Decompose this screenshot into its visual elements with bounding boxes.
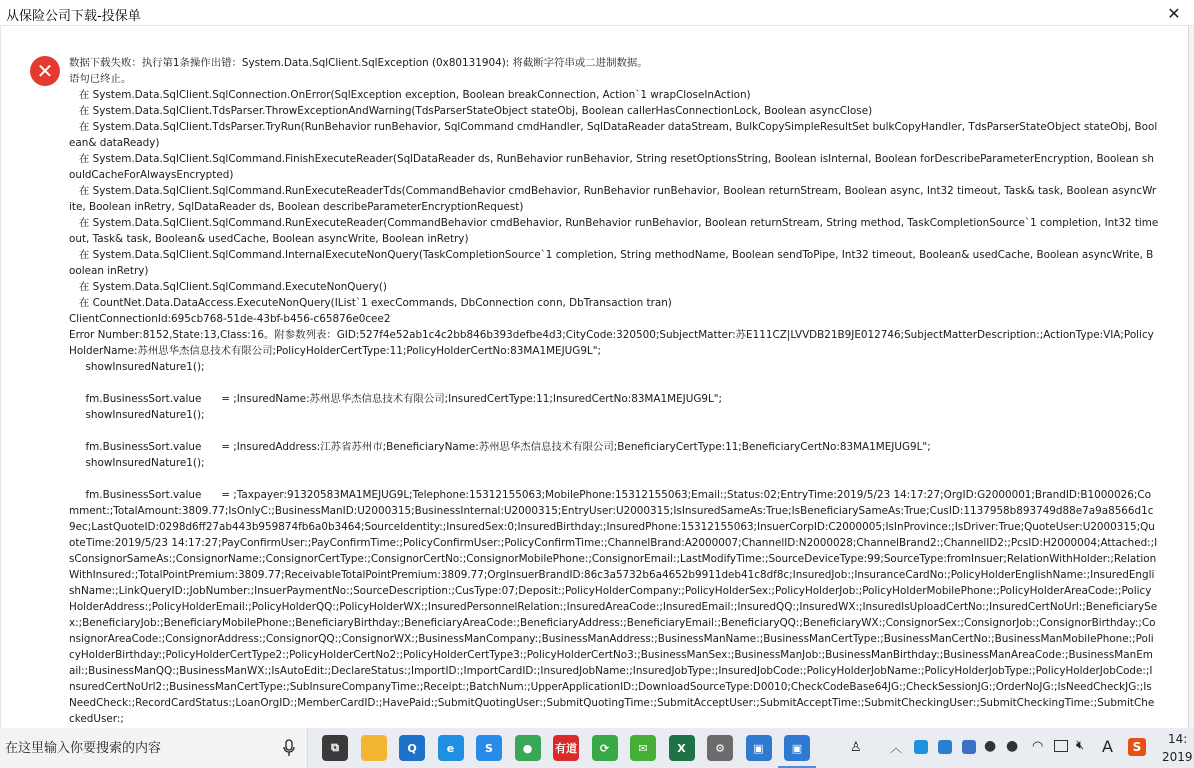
error-icon: ✕	[30, 56, 60, 86]
close-button[interactable]: ✕	[1167, 3, 1181, 23]
taskbar-search-box[interactable]	[0, 728, 308, 768]
window-title: 从保险公司下载-投保单	[6, 9, 141, 24]
background-window-edge	[1188, 26, 1194, 728]
file-explorer-icon[interactable]	[361, 735, 387, 761]
car-app-icon[interactable]: ▣	[746, 735, 772, 761]
error-message: 数据下载失败：执行第1条操作出错：System.Data.SqlClient.SqlException (0x80131904): 将截断字符串或二进制数据。 语句已终止。 在 System.Data.SqlClient.SqlConnection.OnError(SqlException exception, Boolean breakConnection, Action`1 wrapCloseInAction) 在 System.Data.SqlClient.TdsParser.ThrowExceptionAndWarning(TdsParserStateObject stateObj, Boolean callerHasConnectionLock, Boolean asyncClose) 在 System.Data.SqlClient.TdsParser.TryRun(RunBehavior runBehavior, SqlCommand cmdHandler, SqlDataReader dataStream, BulkCopySimpleResultSet bulkCopyHandler, TdsParserStateObject stateObj, Boolean& dataReady) 在 System.Data.SqlClient.SqlCommand.FinishExecuteReader(SqlDataReader ds, RunBehavior runBehavior, String resetOptionsString, Boolean isInternal, Boolean forDescribeParameterEncryption, Boolean shouldCacheForAlwaysEncrypted) 在 System.Data.SqlClient.SqlCommand.RunExecuteReaderTds(CommandBehavior cmdBehavior, RunBehavior runBehavior, Boolean returnStream, Boolean async, Int32 timeout, Task& task, Boolean asyncWrite, Boolean inRetry, SqlDataReader ds, Boolean describeParameterEncryptionRequest) 在 System.Data.SqlClient.SqlCommand.RunExecuteReader(CommandBehavior cmdBehavior, RunBehavior runBehavior, Boolean returnStream, String method, TaskCompletionSource`1 completion, Int32 timeout, Task& task, Boolean& usedCache, Boolean asyncWrite, Boolean inRetry) 在 System.Data.SqlClient.SqlCommand.InternalExecuteNonQuery(TaskCompletionSource`1 completion, String methodName, Boolean sendToPipe, Int32 timeout, Boolean& usedCache, Boolean asyncWrite, Boolean inRetry) 在 System.Data.SqlClient.SqlCommand.ExecuteNonQuery() 在 CountNet.Data.DataAccess.ExecuteNonQuery(IList`1 execCommands, DbConnection conn, DbTransaction tran) ClientConnectionId:695cb768-51de-43bf-b456-c65876e0cee2 Error Number:8152,State:13,Class:16。附参数列表：GID:527f4e52ab1c4c2bb846b393defbe4d3;CityCode:320500;SubjectMatter:苏E111CZ|LVVDB21B9JE012746;SubjectMatterDescription:;ActionType:VIA;PolicyHolderName:苏州思华杰信息技术有限公司;PolicyHolderCertType:11;PolicyHolderCertNo:83MA1MEJUG9L"; showInsuredNature1(); fm.BusinessSort.value = ;InsuredName:苏州思华杰信息技术有限公司;InsuredCertType:11;InsuredCertNo:83MA1MEJUG9L"; showInsuredNature1(); fm.BusinessSort.value = ;InsuredAddress:江苏省苏州市;BeneficiaryName:苏州思华杰信息技术有限公司;BeneficiaryCertType:11;BeneficiaryCertNo:83MA1MEJUG9L"; showInsuredNature1(); fm.BusinessSort.value = ;Taxpayer:91320583MA1MEJUG9L;Telephone:15312155063;MobilePhone:15312155063;Email:;Status:02;EntryTime:2019/5/23 14:17:27;OrgID:G2000001;BrandID:B1000026;Comment:;TotalAmount:3809.77;IsOnlyC:;BusinessManID:U2000315;BusinessInternal:U2000315;EntryUser:U2000315;IsInsuredSameAs:True;IsBeneficiarySameAs:True;CusID:1137958b893749d88e7a9a8566d1c9ec;LastQuoteID:0298d6ff27ab443b959874fb6a0b3464;SourceIdentity:;InsuredSex:0;InsuredBirthday:;InsuredPhone:15312155063;InsuerCorpID:C2000005;IsInProvince:;IsDriver:True;QuoteUser:U2000315;QuoteTime:2019/5/23 14:17:27;PayConfirmUser:;PayConfirmTime:;PolicyConfirmUser:;PolicyConfirmTime:;ChannelBrand:A2000007;ChannelID:N2000028;ChannelBrand2:;ChannelID2:;PcsID:H2000004;Attached:;IsConsignorSameAs:;ConsignorName:;ConsignorCertType:;ConsignorCertNo:;ConsignorMobilePhone:;ConsignorEmail:;LastModifyTime:;SourceDeviceType:99;SourceType:fromInsuer;RelationWithHolder:;RelationWithInsured:;TotalPointPremium:3809.77;ReceivableTotalPointPremium:3809.77;OrgInsuerBrandID:86c3a5732b6a4652b9911deb41c8df8c;InsuredJob:;InsuranceCardNo:;PolicyHolderEnglishName:;InsuredEnglishName:;LinkQueryID:;JobNumber:;InsuerPaymentNo:;SourceDescription:;CusType:07;Deposit:;PolicyHolderCompany:;PolicyHolderSex:;PolicyHolderJob:;PolicyHolderMobilePhone:;PolicyHolderAreaCode:;PolicyHolderAddress:;PolicyHolderEmail:;PolicyHolderQQ:;PolicyHolderWX:;InsuredPersonnelRelation:;InsuredAreaCode:;InsuredEmail:;InsuredQQ:;InsuredWX:;InsuredIsUploadCertNo:;InsuredCertNoUrl:;BeneficiarySex:;BeneficiaryJob:;BeneficiaryMobilePhone:;BeneficiaryBirthday:;BeneficiaryAreaCode:;BeneficiaryAddress:;BeneficiaryEmail:;BeneficiaryQQ:;BeneficiaryWX:;ConsignorSex:;ConsignorJob:;ConsignorBirthday:;ConsignorAreaCode:;ConsignorAddress:;ConsignorQQ:;ConsignorWX:;BusinessManCompany:;BusinessManAddress:;BusinessManName:;BusinessManCertType:;BusinessManCertNo:;BusinessManMobilePhone:;PolicyHolderBirthday:;PolicyHolderCertType2:;PolicyHolderCertNo2:;PolicyHolderCertType3:;PolicyHolderCertNo3:;BusinessManSex:;BusinessManJob:;BusinessManBirthday:;BusinessManAreaCode:;BusinessManEmail:;BusinessManQQ:;BusinessManWX:;IsAutoEdit:;DeclareStatus:;ImportID:;ImportCardID:;InsuredJobName:;InsuredJobType:;InsuredJobCode:;PolicyHolderJobName:;PolicyHolderJobType:;PolicyHolderJobCode:;InsuredCertNoUrl2:;BusinessManCertType:;SubInsureCompanyTime:;Receipt:;BatchNum:;UpperApplicationID:;DownloadSourceType:D0010;CheckCodeBase64JG:;CheckSessionJG:;OrderNoJG:;IsNeedCheckJG:;IsNeedCheck:;RecordCardStatus:;LoanOrgID:;MemberCardID:;HavePaid:;SubmitQuotingUser:;SubmitQuotingTime:;SubmitAcceptUser:;SubmitAcceptTime:;SubmitCheckingUser:;SubmitCheckingTime:;SubmitCheckedUser:;	[69, 57, 1159, 725]
task-view-icon[interactable]: ⧉	[322, 735, 348, 761]
wechat-tray-icon-2[interactable]: ●	[1006, 738, 1019, 754]
youdao-icon[interactable]: 有道	[553, 735, 579, 761]
tray-app-icon-2[interactable]	[938, 740, 952, 754]
taskbar	[0, 728, 1194, 768]
clock-time: 14:	[1168, 732, 1188, 746]
error-dialog-body	[0, 26, 1194, 728]
sogou-ime-icon[interactable]: S	[1128, 738, 1146, 756]
people-icon[interactable]: ♙	[850, 740, 862, 755]
microphone-icon[interactable]	[283, 739, 295, 757]
taskbar-clock[interactable]	[1158, 728, 1194, 768]
window-title-bar	[0, 0, 1194, 26]
chrome-icon[interactable]: ●	[515, 735, 541, 761]
volume-muted-icon[interactable]: 🔇︎	[1076, 738, 1085, 753]
tray-app-icon-3[interactable]	[962, 740, 976, 754]
gear-app-icon[interactable]: ⚙	[707, 735, 733, 761]
wechat-tray-icon[interactable]: ●	[984, 738, 997, 754]
wifi-icon[interactable]: ◠	[1032, 739, 1044, 754]
ie-icon[interactable]: e	[438, 735, 464, 761]
ime-indicator[interactable]: A	[1102, 737, 1113, 756]
refresh-app-icon[interactable]: ⟳	[592, 735, 618, 761]
battery-icon[interactable]	[1054, 740, 1068, 752]
car-app-2-icon[interactable]: ▣	[784, 735, 810, 761]
browser-360-icon[interactable]: Q	[399, 735, 425, 761]
tray-app-icon-1[interactable]	[914, 740, 928, 754]
clock-date: 2019	[1162, 750, 1193, 764]
excel-icon[interactable]: X	[669, 735, 695, 761]
wechat-icon[interactable]: ✉	[630, 735, 656, 761]
chevron-up-icon[interactable]: ︿	[890, 741, 903, 755]
sogou-icon[interactable]: S	[476, 735, 502, 761]
system-tray	[850, 728, 1150, 768]
search-input[interactable]	[0, 728, 270, 768]
